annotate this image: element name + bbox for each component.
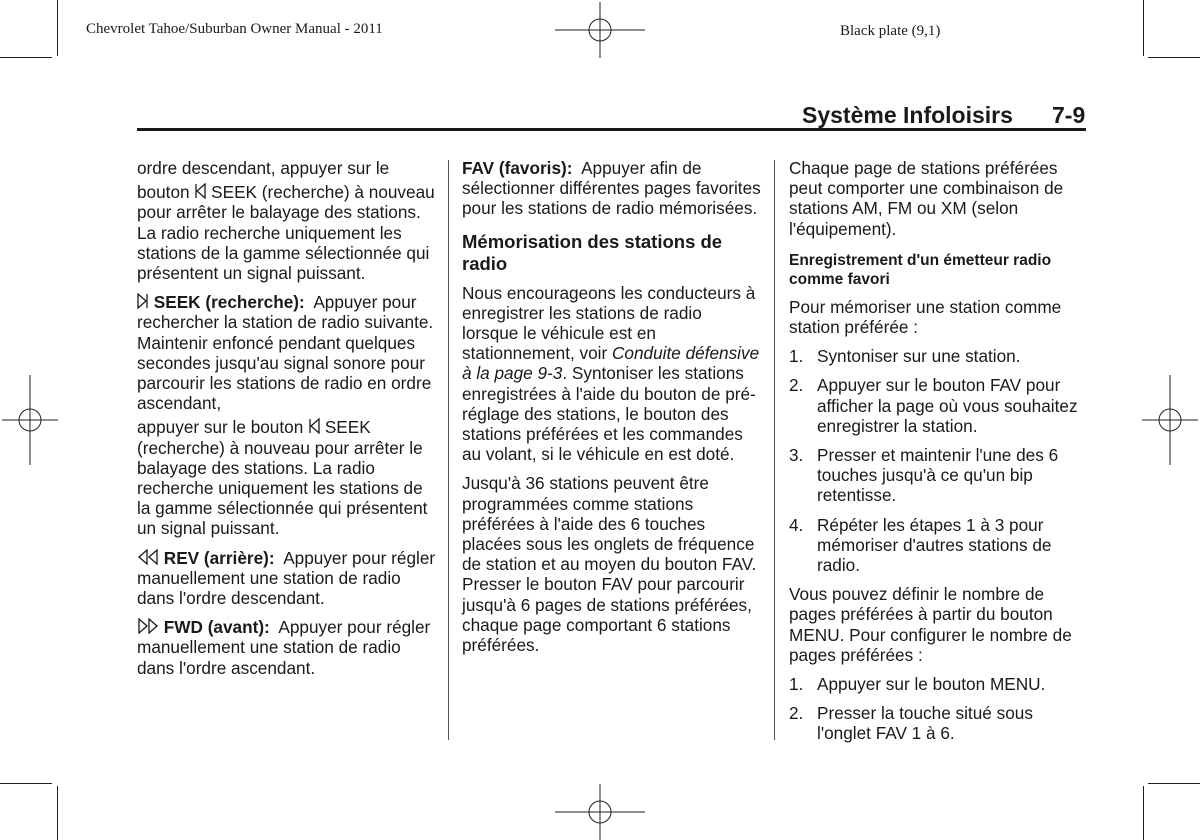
page-number: 7-9 (1052, 102, 1086, 128)
crop-mark (1143, 786, 1144, 840)
column-1 (137, 158, 439, 687)
paragraph: Pour mémoriser une station comme station préférée : (789, 296, 1062, 338)
paragraph: bouton SEEK (recherche) à nouveau pour arrêter le balayage des stations. La radio recherche uniquement les stations de la gamme sélectionnée qui présentent un signal puissant. (137, 182, 435, 284)
list-item: 1. Appuyer sur le bouton MENU. (789, 674, 1046, 695)
registration-crosshair-icon (1142, 375, 1198, 465)
list-item: 2. Appuyer sur le bouton FAV pour afficher la page où vous souhaitez enregistrer la station. (789, 375, 1078, 436)
seek-back-icon (308, 418, 320, 434)
section-title: Système Infoloisirs (802, 102, 1013, 128)
seek-forward-icon (137, 293, 149, 309)
cross-reference-link[interactable]: Conduite défensive à la page 9-3 (462, 343, 760, 384)
subheading: Enregistrement d'un émetteur radio comme favori (789, 251, 1052, 288)
paragraph: ordre descendant, appuyer sur le (137, 158, 390, 178)
paragraph: FAV (favoris): Appuyer afin de sélectionner différentes pages favorites pour les stations de radio mémorisées. (462, 158, 761, 219)
fav-label: FAV (favoris): (462, 158, 573, 178)
list-item: 2. Presser la touche situé sous l'onglet FAV 1 à 6. (789, 703, 1033, 744)
list-item: 4. Répéter les étapes 1 à 3 pour mémoriser d'autres stations de radio. (789, 514, 1052, 576)
list-item: 3. Presser et maintenir l'une des 6 touches jusqu'à ce qu'un bip retentisse. (789, 445, 1059, 506)
seek-forward-label: SEEK (recherche): (153, 292, 305, 313)
crop-mark (0, 57, 52, 58)
list-item: 1. Syntoniser sur une station. (789, 346, 1021, 367)
fwd-label: FWD (avant): (163, 617, 270, 638)
paragraph: SEEK (recherche): Appuyer pour rechercher la station de radio suivante. Maintenir enfoncé pendant quelques secondes jusqu'au signal sonore pour parcourir les stations de radio en ordre ascendant, (137, 292, 434, 414)
paragraph: Vous pouvez définir le nombre de pages préférées à partir du bouton MENU. Pour configurer le nombre de pages préférées : (789, 584, 1072, 665)
crop-mark (1143, 0, 1144, 56)
paragraph: appuyer sur le bouton SEEK (recherche) à nouveau pour arrêter le balayage des stations. La radio recherche uniquement les stations de la gamme sélectionnée qui présentent un signal puissant. (137, 417, 428, 539)
rev-label: REV (arrière): (163, 547, 275, 568)
rewind-icon (137, 549, 159, 565)
section-heading: Mémorisation des stations de radio (462, 230, 723, 274)
crop-mark (1148, 57, 1200, 58)
header-rule (137, 128, 1086, 131)
column-divider (774, 160, 775, 740)
crop-mark (0, 783, 52, 784)
paragraph: Nous encourageons les conducteurs à enregistrer les stations de radio lorsque le véhicule est en stationnement, voir Conduite défensive à la page 9-3. Syntoniser les stations enregistrées à l'aide du bouton de pré-réglage des stations, le bouton des stations préférées et les commandes au volant, si le véhicule en est doté. (462, 282, 760, 465)
paragraph: Jusqu'à 36 stations peuvent être programmées comme stations préférées à l'aide des 6 touches placées sous les onglets de fréquence de station et au moyen du bouton FAV. Presser le bouton FAV pour parcourir jusqu'à 6 pages de stations préférées, chaque page comportant 6 stations préférées. (462, 473, 757, 656)
column-2 (462, 158, 762, 664)
registration-crosshair-icon (555, 2, 645, 58)
crop-mark (57, 0, 58, 56)
column-3 (789, 158, 1089, 753)
seek-back-icon (194, 183, 206, 199)
fast-forward-icon (137, 618, 159, 634)
paragraph: REV (arrière): Appuyer pour régler manuellement une station de radio dans l'ordre descendant. (137, 547, 436, 609)
steps-list-1 (789, 346, 1089, 575)
column-divider (448, 160, 449, 740)
crop-mark (1148, 783, 1200, 784)
paragraph: FWD (avant): Appuyer pour régler manuellement une station de radio dans l'ordre ascendant. (137, 617, 431, 678)
manual-title: Chevrolet Tahoe/Suburban Owner Manual - 2011 (86, 21, 383, 37)
paragraph: Chaque page de stations préférées peut comporter une combinaison de stations AM, FM ou XM (selon l'équipement). (789, 158, 1064, 239)
registration-crosshair-icon (555, 784, 645, 840)
plate-label: Black plate (9,1) (840, 23, 941, 39)
steps-list-2 (789, 674, 1089, 744)
registration-crosshair-icon (2, 375, 58, 465)
crop-mark (57, 786, 58, 840)
